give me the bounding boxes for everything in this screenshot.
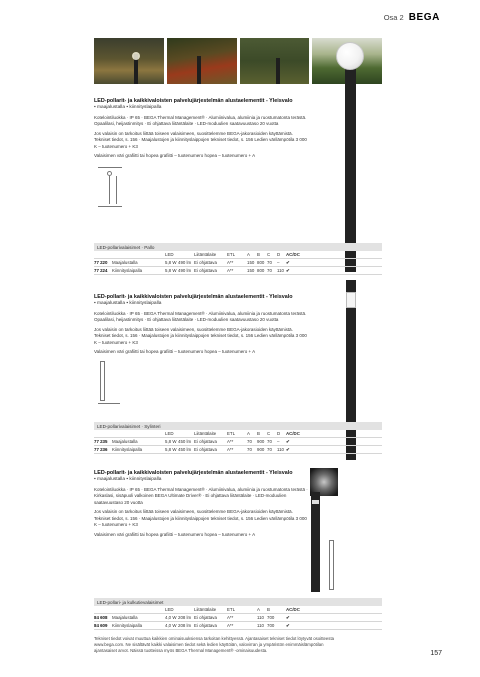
section-title: LED-pollarit- ja kaikkivaloisten palvelujärjestelmän alustaelementit - Yleisvalo <box>94 98 293 104</box>
bollard-pathway-image <box>311 492 320 592</box>
brand-logo: BEGA <box>408 12 440 23</box>
mounting-options: ▪ maajalustalla ▪ kiinnityslaipalla <box>94 301 162 307</box>
technical-notes: Jos valaisin on tarkoitus liittää toiseen valaisimeen, suosittelemme BEGA-jakorasioiden käyttämistä. Tekniset tiedot, s. 156 · Maajalustojen ja kiinnityslaippojen tekniset tiedot, s. 156 Ledien värilämpötila 3 000 K – tuotenumero + K3 <box>94 326 307 345</box>
mounting-options: ▪ maajalustalla ▪ kiinnityslaipalla <box>94 105 162 111</box>
photo-bollard-hedge <box>240 38 310 84</box>
description: Kotelointiluokka · IP 65 · BEGA Thermal Management® · Alumiinivalua, alumiinia ja ruostumatonta terästä. Opaalilasi, heijastinmitys · Ei ohjattava liitäntälaite · LED-moduulien saatavuustaso 20 vuotta <box>94 114 307 127</box>
table-title: LED-pollari- ja kulkutievalaisimet <box>94 598 382 606</box>
color-options: Valaisimen väri grafiitti tai hopea grafiitti – tuotenumero hopea – tuotenumero + A <box>94 153 256 159</box>
description: Kotelointiluokka · IP 65 · BEGA Thermal Management® · Alumiinivalua, alumiinia ja ruostumatonta terästä · Kirkaslasi, sisäpuoli valkoinen BEGA Ultimate Driver® · Ei ohjattava liitäntälaite · LED-moduulien saatavuustaso 20 vuotta <box>94 486 308 505</box>
product-table-cylinder <box>94 422 382 454</box>
globe-shade <box>336 42 364 70</box>
bollard-post <box>276 58 280 84</box>
table-header: LED Liitäntälaite ETL A B C D AC/DC <box>94 430 382 438</box>
description: Kotelointiluokka · IP 65 · BEGA Thermal Management® · Alumiinivalua, alumiinia ja ruostumatonta terästä. Opaalilasi, heijastinmitys · Ei ohjattava liitäntälaite · LED-moduulien saatavuustaso 20 vuotta <box>94 310 307 323</box>
section-label: Osa 2 <box>383 13 404 22</box>
page-header <box>384 12 440 23</box>
product-table-pathway <box>94 598 382 630</box>
table-row: 77 224 Kiinnityslaipalla 5,8 W 490 lm Ei ohjattava A** 150 800 70 110 ✔ <box>94 267 382 275</box>
bollard-post <box>197 56 201 84</box>
section-title: LED-pollarit- ja kaikkivaloisten palvelujärjestelmän alustaelementit - Yleisvalo <box>94 470 293 476</box>
product-section-cylinder <box>94 294 382 407</box>
table-row: 77 220 Maajalustalla 5,8 W 490 lm Ei ohjattava A** 150 800 70 – ✔ <box>94 259 382 267</box>
page-number: 157 <box>430 650 442 657</box>
photo-bollard-evening <box>94 38 164 84</box>
product-table-globe <box>94 243 382 275</box>
table-row: 77 235 Maajalustalla 5,8 W 450 lm Ei ohjattava A** 70 900 70 – ✔ <box>94 438 382 446</box>
table-row: 77 236 Kiinnityslaipalla 5,8 W 450 lm Ei ohjattava A** 70 900 70 110 ✔ <box>94 446 382 454</box>
product-section-pathway <box>94 470 382 541</box>
dimension-drawing <box>94 163 154 211</box>
photo-bollard-flowers <box>167 38 237 84</box>
dimension-drawing <box>94 359 154 407</box>
dimension-drawing <box>326 540 338 600</box>
technical-notes: Jos valaisin on tarkoitus liittää toiseen valaisimeen, suosittelemme BEGA-jakorasioiden käyttämistä. Tekniset tiedot, s. 156 · Maajalustojen ja kiinnityslaippojen tekniset tiedot, s. 156 Ledien värilämpötila 3 000 K – tuotenumero + K3 <box>94 509 307 528</box>
light-glow <box>132 52 140 60</box>
table-header: LED Liitäntälaite ETL A B C D AC/DC <box>94 251 382 259</box>
color-options: Valaisimen väri grafiitti tai hopea grafiitti – tuotenumero hopea – tuotenumero + A <box>94 349 256 355</box>
technical-notes: Jos valaisin on tarkoitus liittää toiseen valaisimeen, suosittelemme BEGA-jakorasioiden käyttämistä. Tekniset tiedot, s. 156 · Maajalustojen ja kiinnityslaippojen tekniset tiedot, s. 156 Ledien värilämpötila 3 000 K – tuotenumero + K3 <box>94 130 307 149</box>
pathway-light-slot <box>312 500 319 504</box>
mounting-options: ▪ maajalustalla ▪ kiinnityslaipalla <box>94 477 162 483</box>
table-title: LED-pollarivalaisimet · Pallo <box>94 243 382 251</box>
color-options: Valaisimen väri grafiitti tai hopea grafiitti – tuotenumero hopea – tuotenumero + A <box>94 531 256 537</box>
bollard-globe-image <box>345 62 356 272</box>
cylinder-diffuser <box>346 292 356 308</box>
footer-note: Tekniset tiedot voivat muuttua kaikkien ominaisuuksiensa tarkoitan kehittyessä. Ajantasaiset tekniset tiedot löytyvät osoitteesta www.bega.com. Ne sisältävät kaikki valaisimen tiedot sekä ledien käyttöiän, valovirran ja ympäristön enimmäislämpötilan ajantasaiset arvot. Näissä tuotteissa myös BEGA Thermal Management® -ominaisuudesta. <box>94 636 335 654</box>
table-header: LED Liitäntälaite ETL A B AC/DC <box>94 606 382 614</box>
table-title: LED-pollarivalaisimet · Sylinteri <box>94 422 382 430</box>
table-row: 84 608 Maajalustalla 4,0 W 208 lm Ei ohjattava A** 110 700 ✔ <box>94 614 382 622</box>
table-row: 84 609 Kiinnityslaipalla 4,0 W 208 lm Ei ohjattava A** 110 700 ✔ <box>94 622 382 630</box>
section-title: LED-pollarit- ja kaikkivaloisten palvelujärjestelmän alustaelementit - Yleisvalo <box>94 294 293 300</box>
product-section-globe <box>94 98 382 211</box>
